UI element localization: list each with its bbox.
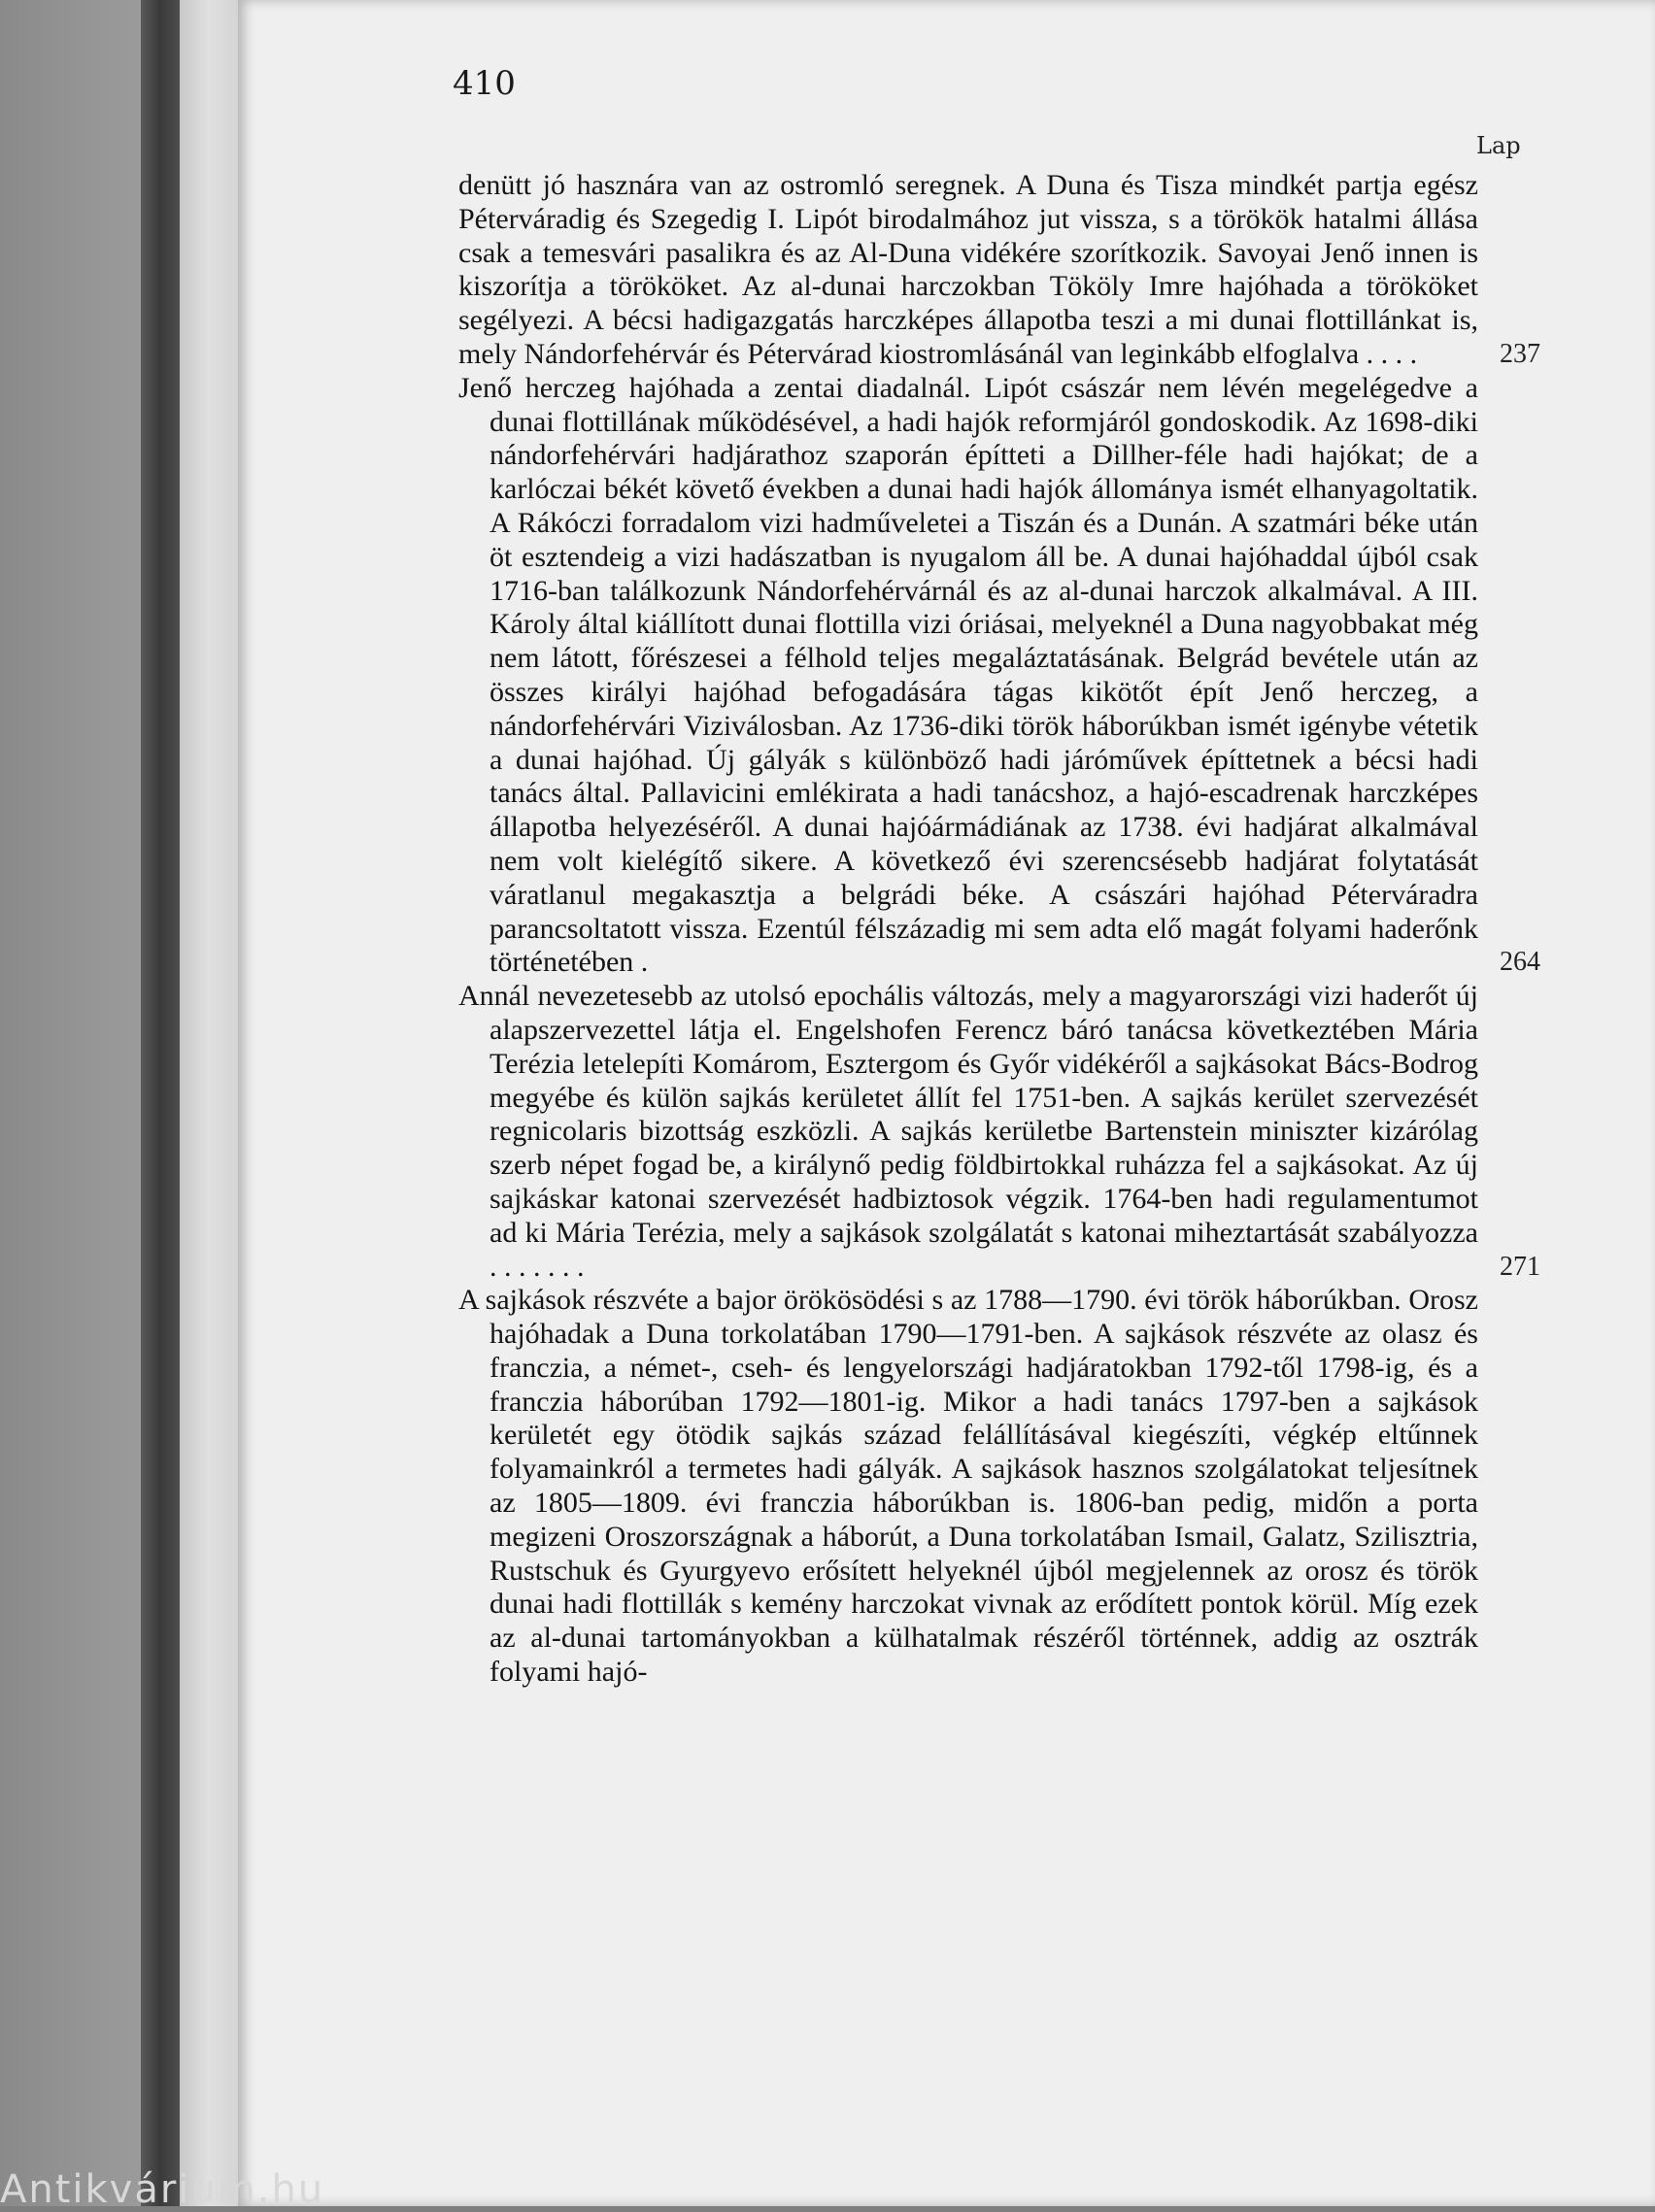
page-edge [180,0,238,2206]
toc-entry-1 [458,169,1540,372]
toc-entry-3 [458,980,1540,1284]
toc-entry-text: A sajkások részvéte a bajor örökösödési s az 1788—1790. évi török háborúkban. Orosz hajóhadak a Duna torkolatában 1790—1791-ben. A sajkások részvéte az olasz és franczia, a német-, cseh- és lengyelországi hadjáratokban 1792-től 1798-ig, és a franczia háborúban 1792—1801-ig. Mikor a hadi tanács 1797-ben a sajkások kerületét egy ötödik sajkás század felállításával kiegészíti, végkép eltűnnek folyamainkról a termetes hadi gályák. A sajkások hasznos szolgálatokat teljesítnek az 1805—1809. évi franczia háborúkban is. 1806-ban pedig, midőn a porta megizeni Oroszországnak a háborút, a Duna torkolatában Ismail, Galatz, Szilisztria, Rustschuk és Gyurgyevo erősített helyeknél újból megjelennek az orosz és török dunai hadi flottillák s kemény harczokat vivnak az erődített pontok körül. Míg ezek az al-dunai tartományokban a külhatalmak részéről történnek, addig az osztrák folyami hajó- [458,1284,1478,1689]
toc-entry-text: Annál nevezetesebb az utolsó epochális változás, mely a magyarországi vizi haderőt új alapszervezettel látja el. Engelshofen Ferencz báró tanácsa következtében Mária Terézia letelepíti Komárom, Esztergom és Győr vidékéről a sajkásokat Bács-Bodrog megyébe és külön sajkás kerületet állít fel 1751-ben. A sajkás kerület szervezését regnicolaris bizottság eszközli. A sajkás kerületbe Bartenstein miniszter kizárólag szerb népet fogad be, a királynő pedig földbirtokkal ruházza fel a sajkásokat. Az új sajkáskar katonai szervezését hadbiztosok végzik. 1764-ben hadi regulamentumot ad ki Mária Terézia, mely a sajkások szolgálatát s katonai miheztartását szabályozza . . . . . . . [458,980,1478,1283]
toc-entry-text: Jenő herczeg hajóhada a zentai diadalnál. Lipót császár nem lévén megelégedve a dunai flottillának működésével, a hadi hajók reformjáról gondoskodik. Az 1698-diki nándorfehérvári hadjárathoz szaporán építteti a Dillher-féle hadi hajókat; de a karlóczai békét követő években a dunai hadi hajók állománya ismét elhanyagoltatik. A Rákóczi forradalom vizi hadműveletei a Tiszán és a Dunán. A szatmári béke után öt esztendeig a vizi hadászatban is nyugalom áll be. A dunai hajóhaddal újból csak 1716-ban találkozunk Nándorfehérvárnál és az al-dunai harczok alkalmával. A III. Károly által kiállított dunai flottilla vizi óriásai, melyeknél a Duna nagyobbakat még nem látott, főrészesei a félhold teljes megaláztatásának. Belgrád bevétele után az összes királyi hajóhad befogadására tágas kikötőt épít Jenő herczeg, a nándorfehérvári Viziválosban. Az 1736-diki török háborúkban ismét igénybe vétetik a dunai hajóhad. Új gályák s különböző hadi járóművek építtetnek a bécsi hadi tanács által. Pallavicini emlékirata a hadi tanácshoz, a hajó-escadrenak harczképes állapotba helyezéséről. A dunai hajóármádiának az 1738. évi hadjárat alkalmával nem volt kielégítő sikere. A következő évi szerencsésebb hadjárat folytatását váratlanul megakasztja a belgrádi béke. A császári hajóhad Péterváradra parancsoltatott vissza. Ezentúl félszázadig mi sem adta elő magát folyami haderőnk történetében . [458,371,1478,979]
book-spine [141,0,180,2206]
toc-entry-page-ref: 237 [1500,338,1540,369]
toc-entry-page-ref: 264 [1500,947,1540,978]
column-header-lap: Lap [1476,132,1521,159]
toc-entry-2 [458,371,1540,980]
table-of-contents-body [458,169,1540,1690]
toc-entry-page-ref: 271 [1500,1251,1540,1282]
toc-entry-4 [458,1284,1478,1690]
toc-entry-text: denütt jó hasznára van az ostromló seregnek. A Duna és Tisza mindkét partja egész Péterváradig és Szegedig I. Lipót birodalmához jut vissza, s a törökök hatalmi állása csak a temesvári pasalikra és az Al-Duna vidékére szorítkozik. Savoyai Jenő innen is kiszorítja a törököket. Az al-dunai harczokban Tököly Imre hajóhada a törököket segélyezi. A bécsi hadigazgatás harczképes állapotba teszi a mi dunai flottillánkat is, mely Nándorfehérvár és Pétervárad kiostromlásánál van leginkább elfoglalva . . . . [458,169,1478,370]
page-number: 410 [453,64,516,103]
watermark-text: Antikvárium.hu [0,2167,325,2212]
